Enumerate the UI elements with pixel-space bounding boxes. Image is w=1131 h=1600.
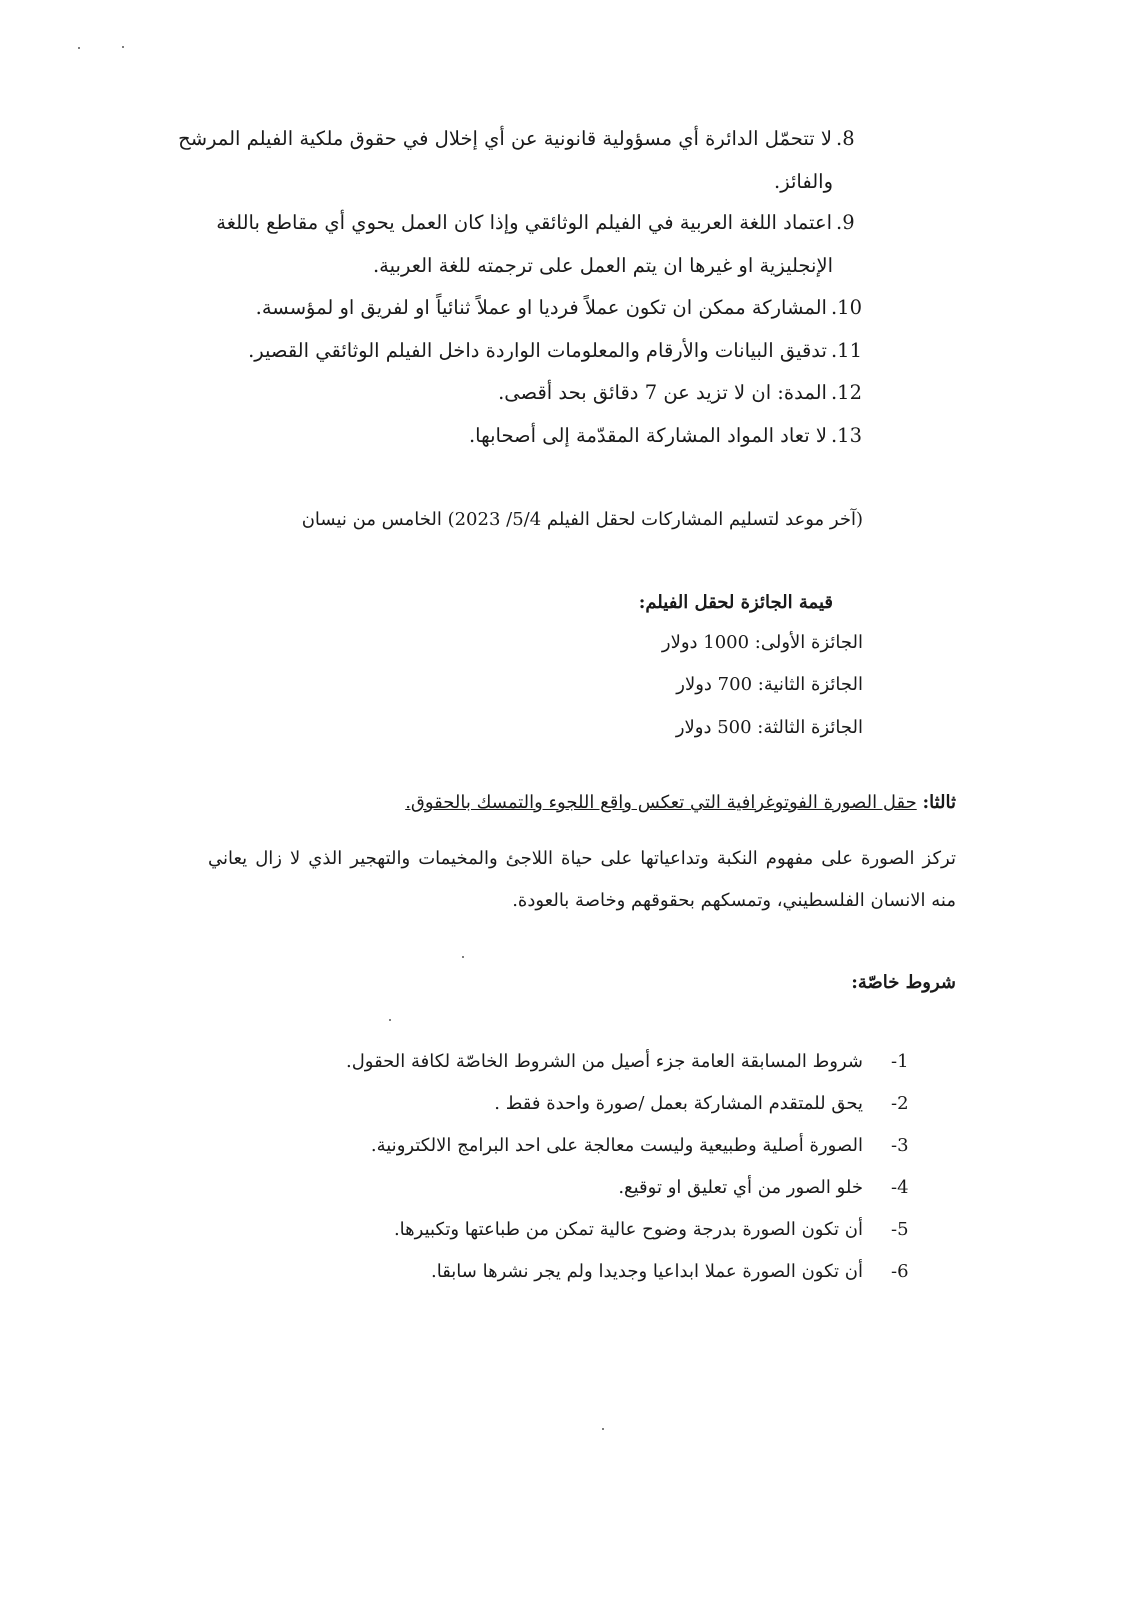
scan-speck [602, 1428, 604, 1430]
condition-3: الصورة أصلية وطبيعية وليست معالجة على احد البرامج الالكترونية. [370, 1135, 863, 1156]
condition-2: يحق للمتقدم المشاركة بعمل /صورة واحدة فقط . [494, 1093, 863, 1114]
list-item-number: 12. [830, 381, 862, 404]
list-item-8-continuation: والفائز. [774, 170, 833, 193]
prize-first: الجائزة الأولى: 1000 دولار [661, 632, 863, 653]
condition-number: -4 [891, 1177, 909, 1198]
section-three-heading [405, 788, 956, 818]
condition-number: -5 [891, 1219, 909, 1240]
list-item-text: المدة: ان لا تزيد عن 7 دقائق بحد أقصى. [498, 381, 827, 404]
condition-6: أن تكون الصورة عملا ابداعيا وجديدا ولم يجر نشرها سابقا. [430, 1261, 863, 1282]
prize-second: الجائزة الثانية: 700 دولار [676, 674, 863, 695]
prize-third: الجائزة الثالثة: 500 دولار [675, 717, 863, 738]
section-three-paragraph-line-1: تركز الصورة على مفهوم النكبة وتداعياتها على حياة اللاجئ والمخيمات والتهجير الذي لا زال يعاني [208, 848, 956, 869]
condition-1: شروط المسابقة العامة جزء أصيل من الشروط الخاصّة لكافة الحقول. [345, 1051, 863, 1072]
list-item-11 [182, 336, 862, 366]
condition-number: -3 [891, 1135, 909, 1156]
list-item-text: لا تتحمّل الدائرة أي مسؤولية قانونية عن أي إخلال في حقوق ملكية الفيلم المرشح [178, 127, 832, 150]
list-item-text: تدقيق البيانات والأرقام والمعلومات الواردة داخل الفيلم الوثائقي القصير. [248, 339, 827, 362]
list-item-12 [182, 378, 862, 408]
list-item-10 [182, 293, 862, 323]
section-three-label: ثالثا: [922, 792, 956, 813]
scan-speck [462, 956, 464, 958]
prize-title: قيمة الجائزة لحقل الفيلم: [638, 592, 833, 613]
section-three-subject: حقل الصورة الفوتوغرافية التي تعكس واقع اللجوء والتمسك بالحقوق. [405, 792, 917, 813]
scan-speck [389, 1019, 391, 1021]
condition-number: -1 [891, 1051, 909, 1072]
condition-5: أن تكون الصورة بدرجة وضوح عالية تمكن من طباعتها وتكبيرها. [393, 1219, 863, 1240]
list-item-9-continuation: الإنجليزية او غيرها ان يتم العمل على ترجمته للغة العربية. [372, 254, 833, 277]
condition-4: خلو الصور من أي تعليق او توقيع. [618, 1177, 863, 1198]
list-item-number: 8. [836, 127, 855, 150]
condition-number: -6 [891, 1261, 909, 1282]
list-item-number: 13. [830, 424, 862, 447]
list-item-number: 10. [830, 296, 862, 319]
special-conditions-title: شروط خاصّة: [851, 972, 956, 993]
list-item-text: المشاركة ممكن ان تكون عملاً فرديا او عملاً ثنائياً او لفريق او لمؤسسة. [255, 296, 827, 319]
section-three-paragraph-line-2: منه الانسان الفلسطيني، وتمسكهم بحقوقهم وخاصة بالعودة. [512, 890, 956, 911]
list-item-9 [182, 208, 862, 238]
list-item-13 [182, 421, 862, 451]
list-item-text: اعتماد اللغة العربية في الفيلم الوثائقي وإذا كان العمل يحوي أي مقاطع باللغة [216, 211, 832, 234]
scan-speck [78, 47, 80, 49]
list-item-text: لا تعاد المواد المشاركة المقدّمة إلى أصحابها. [468, 424, 827, 447]
list-item-number: 11. [830, 339, 862, 362]
deadline-note: (آخر موعد لتسليم المشاركات لحقل الفيلم 5/4/ 2023) الخامس من نيسان [301, 509, 863, 530]
list-item-number: 9. [836, 211, 855, 234]
list-item-8 [178, 124, 862, 154]
condition-number: -2 [891, 1093, 909, 1114]
scan-speck [122, 46, 124, 48]
